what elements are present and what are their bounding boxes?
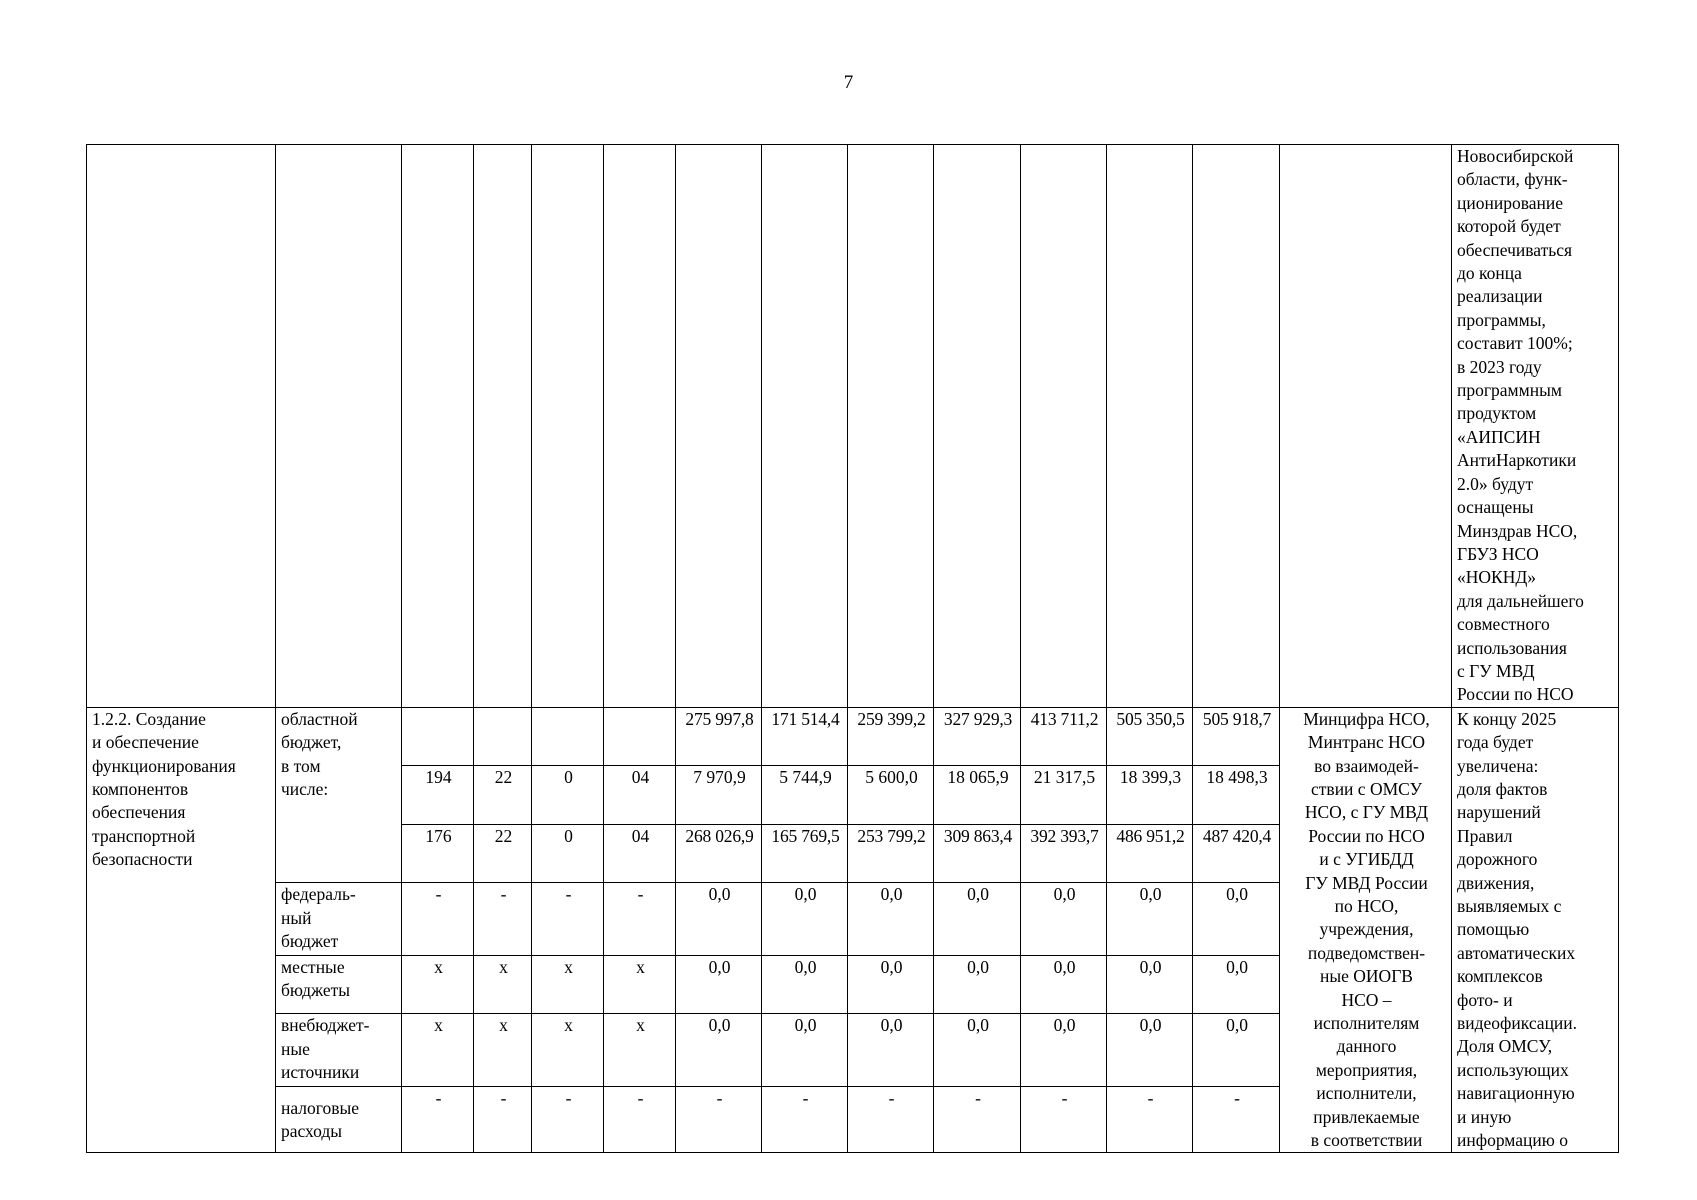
expected-result-continued: Новосибирской области, функ- ционирование которой будет обеспечиваться до конца реализации программы, составит 100%; в 2023 году программным продуктом «АИПСИН АнтиНаркотики 2.0» будут оснащены Минздрав НСО, ГБУЗ НСО «НОКНД» для дальнейшего совместного использования с ГУ МВД России по НСО [1452, 145, 1619, 708]
code-cell: х [532, 955, 604, 1013]
value-cell: 486 951,2 [1107, 824, 1193, 882]
funding-source-local: местные бюджеты [276, 955, 402, 1013]
value-cell: - [1107, 1086, 1193, 1153]
value-cell: 0,0 [1107, 955, 1193, 1013]
code-cell [474, 707, 532, 765]
value-cell: 21 317,5 [1021, 766, 1107, 824]
value-cell: 487 420,4 [1193, 824, 1280, 882]
value-cell: 275 997,8 [676, 707, 762, 765]
value-cell: 0,0 [762, 883, 848, 956]
empty-cell [848, 145, 934, 708]
value-cell: 0,0 [762, 1014, 848, 1087]
code-cell: - [474, 1086, 532, 1153]
code-cell: х [604, 955, 676, 1013]
code-cell: - [532, 1086, 604, 1153]
code-cell: - [402, 1086, 474, 1153]
value-cell: 18 498,3 [1193, 766, 1280, 824]
empty-cell [604, 145, 676, 708]
regional-budget-total-row [87, 707, 1619, 765]
value-cell: - [1021, 1086, 1107, 1153]
value-cell: 0,0 [676, 1014, 762, 1087]
code-cell: - [474, 883, 532, 956]
code-cell: 194 [402, 766, 474, 824]
code-cell: х [474, 1014, 532, 1087]
code-cell: х [604, 1014, 676, 1087]
empty-cell [934, 145, 1021, 708]
code-cell: 0 [532, 824, 604, 882]
value-cell: 413 711,2 [1021, 707, 1107, 765]
value-cell: 0,0 [934, 955, 1021, 1013]
funding-source-federal: федераль- ный бюджет [276, 883, 402, 956]
code-cell: х [402, 955, 474, 1013]
code-cell [402, 707, 474, 765]
empty-cell [676, 145, 762, 708]
value-cell: 259 399,2 [848, 707, 934, 765]
value-cell: 0,0 [1193, 1014, 1280, 1087]
code-cell: - [604, 883, 676, 956]
funding-source-regional: областной бюджет, в том числе: [276, 707, 402, 882]
code-cell: - [402, 883, 474, 956]
value-cell: 0,0 [1193, 955, 1280, 1013]
code-cell: 22 [474, 766, 532, 824]
value-cell: 0,0 [762, 955, 848, 1013]
value-cell: 171 514,4 [762, 707, 848, 765]
value-cell: 165 769,5 [762, 824, 848, 882]
value-cell: 0,0 [1107, 883, 1193, 956]
code-cell: х [532, 1014, 604, 1087]
empty-cell [87, 145, 276, 708]
code-cell: 04 [604, 824, 676, 882]
value-cell: 309 863,4 [934, 824, 1021, 882]
funding-source-tax: налоговые расходы [276, 1086, 402, 1153]
page-number: 7 [843, 72, 854, 93]
value-cell: 392 393,7 [1021, 824, 1107, 882]
value-cell: 7 970,9 [676, 766, 762, 824]
code-cell: х [474, 955, 532, 1013]
empty-cell [1107, 145, 1193, 708]
value-cell: 0,0 [1107, 1014, 1193, 1087]
value-cell: 0,0 [934, 883, 1021, 956]
value-cell: - [934, 1086, 1021, 1153]
value-cell: - [762, 1086, 848, 1153]
code-cell: 0 [532, 766, 604, 824]
empty-cell [474, 145, 532, 708]
value-cell: 18 065,9 [934, 766, 1021, 824]
code-cell: х [402, 1014, 474, 1087]
empty-cell [276, 145, 402, 708]
value-cell: 0,0 [676, 955, 762, 1013]
code-cell [604, 707, 676, 765]
executors: Минцифра НСО, Минтранс НСО во взаимодей- ствии с ОМСУ НСО, с ГУ МВД России по НСО и с УГИБДД ГУ МВД России по НСО, учреждения, подведомствен- ные ОИОГВ НСО – исполнителям данного мероприятия, исполнители, привлекаемые в соответствии [1280, 707, 1452, 1153]
value-cell: 268 026,9 [676, 824, 762, 882]
code-cell: 176 [402, 824, 474, 882]
code-cell: 22 [474, 824, 532, 882]
value-cell: 5 600,0 [848, 766, 934, 824]
code-cell: - [604, 1086, 676, 1153]
empty-cell [532, 145, 604, 708]
value-cell: 0,0 [848, 1014, 934, 1087]
code-cell: - [532, 883, 604, 956]
empty-cell [402, 145, 474, 708]
value-cell: 0,0 [1193, 883, 1280, 956]
expected-result: К концу 2025 года будет увеличена: доля фактов нарушений Правил дорожного движения, выявляемых с помощью автоматических комплексов фото- и видеофиксации. Доля ОМСУ, использующих навигационную и иную информацию о [1452, 707, 1619, 1153]
value-cell: - [848, 1086, 934, 1153]
value-cell: 505 350,5 [1107, 707, 1193, 765]
code-cell [532, 707, 604, 765]
measure-name: 1.2.2. Создание и обеспечение функционирования компонентов обеспечения транспортной безопасности [87, 707, 276, 1153]
continuation-row [87, 145, 1619, 708]
value-cell: - [676, 1086, 762, 1153]
code-cell: 04 [604, 766, 676, 824]
value-cell: 327 929,3 [934, 707, 1021, 765]
value-cell: 0,0 [934, 1014, 1021, 1087]
empty-cell [1021, 145, 1107, 708]
value-cell: 0,0 [676, 883, 762, 956]
value-cell: 0,0 [1021, 1014, 1107, 1087]
value-cell: 0,0 [848, 883, 934, 956]
value-cell: 0,0 [1021, 883, 1107, 956]
value-cell: 5 744,9 [762, 766, 848, 824]
empty-cell [1280, 145, 1452, 708]
value-cell: 18 399,3 [1107, 766, 1193, 824]
value-cell: 0,0 [848, 955, 934, 1013]
value-cell: 253 799,2 [848, 824, 934, 882]
empty-cell [762, 145, 848, 708]
empty-cell [1193, 145, 1280, 708]
value-cell: - [1193, 1086, 1280, 1153]
funding-source-extrabudgetary: внебюджет- ные источники [276, 1014, 402, 1087]
value-cell: 505 918,7 [1193, 707, 1280, 765]
value-cell: 0,0 [1021, 955, 1107, 1013]
program-measures-table [86, 144, 1619, 1153]
